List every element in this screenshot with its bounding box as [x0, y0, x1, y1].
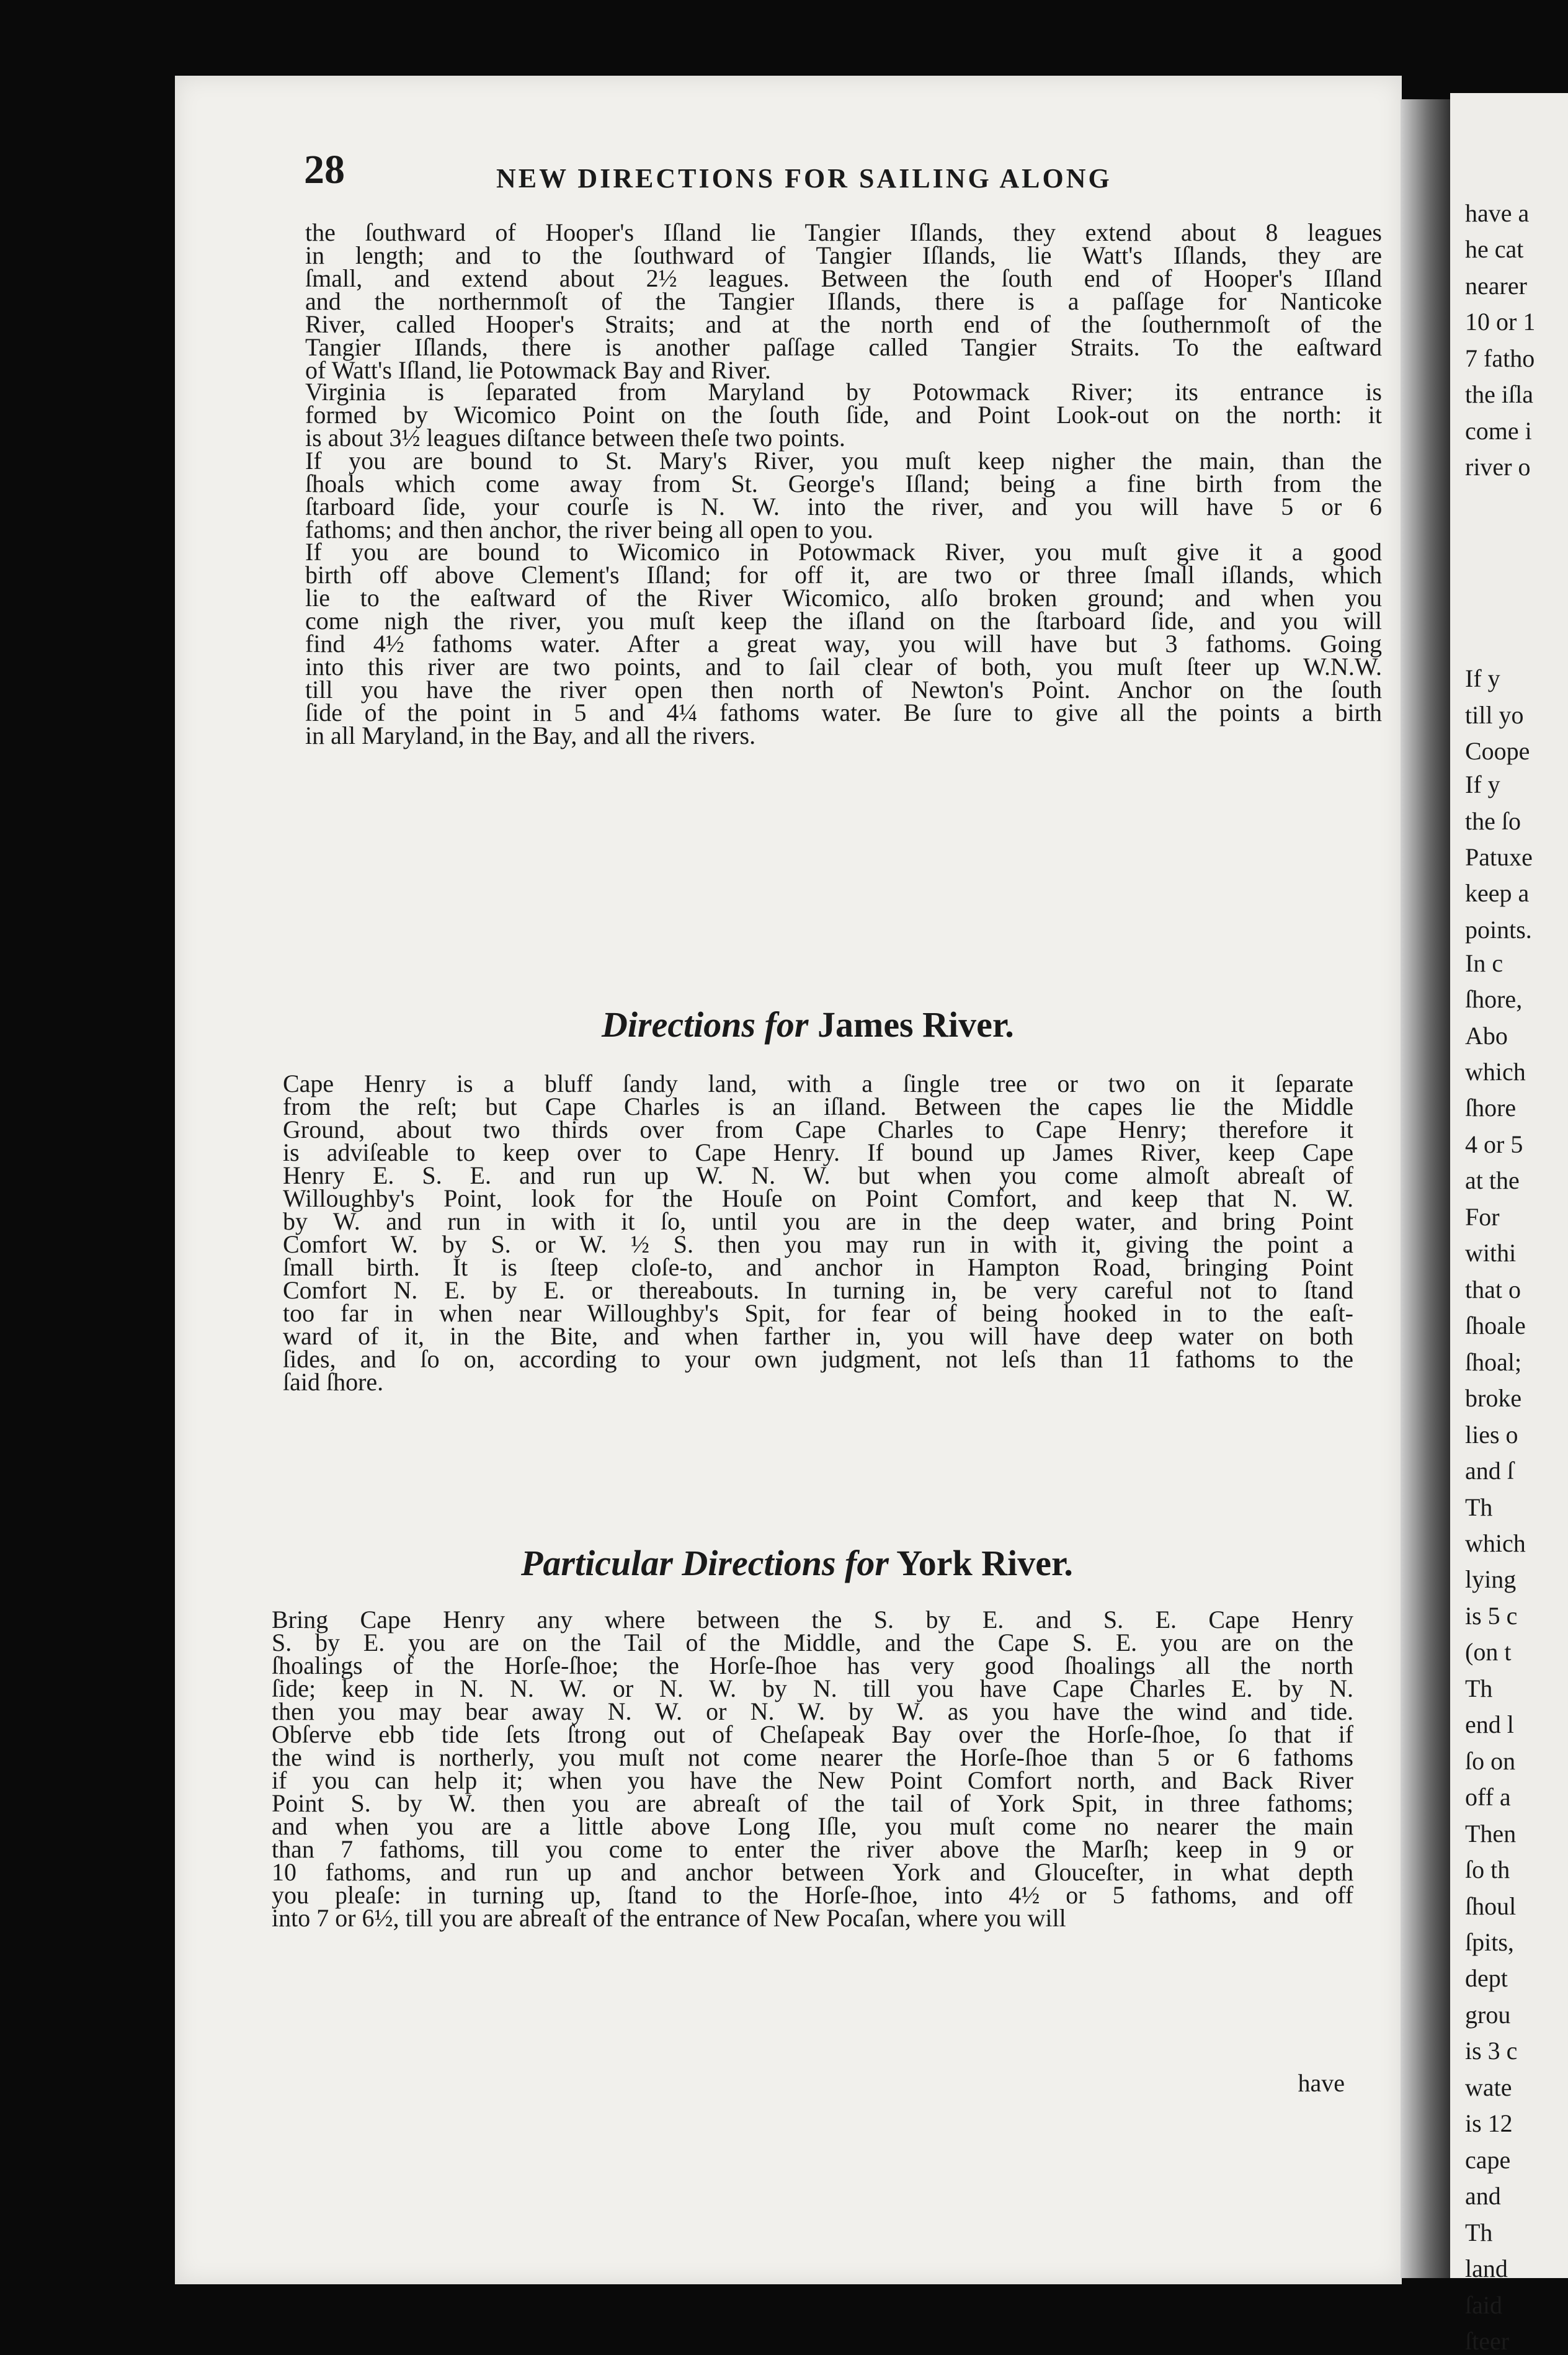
facing-page-fragment: Th — [1465, 2219, 1493, 2246]
facing-page-fragment: lies o — [1465, 1421, 1518, 1449]
facing-page-fragment: For — [1465, 1203, 1500, 1231]
facing-page-fragment: Patuxe — [1465, 843, 1533, 871]
facing-page-fragment: ſaid — [1465, 2291, 1502, 2319]
heading-york-italic: Particular Directions for — [521, 1543, 889, 1583]
facing-page-fragment: end l — [1465, 1710, 1514, 1738]
facing-page-fragment: Then — [1465, 1820, 1517, 1848]
facing-page-fragment: ſhoul — [1465, 1892, 1517, 1920]
text-line: River, called Hooper's Straits; and at the north end of the ſouthernmoſt of the — [305, 310, 1382, 338]
facing-page-fragment: Th — [1465, 1493, 1493, 1521]
text-line: Ground, about two thirds over from Cape Charles to Cape Henry; therefore it — [283, 1115, 1353, 1143]
facing-page-fragment: ſpits, — [1465, 1928, 1514, 1956]
facing-page-fragment: the iſla — [1465, 380, 1533, 408]
text-line: ward of it, in the Bite, and when farther in, you will have deep water on both — [283, 1322, 1353, 1350]
text-line: ſhoals which come away from St. George's Iſland; being a fine birth from the — [305, 470, 1382, 498]
text-line: Comfort W. by S. or W. ½ S. then you may run in with it, giving the point a — [283, 1230, 1353, 1258]
facing-page-fragment: and ſ — [1465, 1457, 1514, 1485]
facing-page-fragment: have a — [1465, 199, 1530, 227]
text-line: S. by E. you are on the Tail of the Middle, and the Cape S. E. you are on the — [272, 1629, 1353, 1656]
text-line: from the reſt; but Cape Charles is an iſland. Between the capes lie the Middle — [283, 1093, 1353, 1120]
facing-page-fragment: 7 fatho — [1465, 344, 1535, 372]
text-line: and when you are a little above Long Iſle, you muſt come no nearer the main — [272, 1812, 1353, 1840]
facing-page-fragment: is 3 c — [1465, 2037, 1518, 2065]
facing-page-fragment: ſteer — [1465, 2327, 1510, 2355]
text-line: ſmall birth. It is ſteep cloſe-to, and anchor in Hampton Road, bringing Point — [283, 1253, 1353, 1281]
facing-page-fragment: come i — [1465, 417, 1532, 445]
text-line: ſhoalings of the Horſe-ſhoe; the Horſe-ſhoe has very good ſhoalings all the north — [272, 1651, 1353, 1679]
text-line: fathoms; and then anchor, the river being all open to you. — [305, 516, 873, 543]
text-line: than 7 fathoms, till you come to enter the river above the Marſh; keep in 9 or — [272, 1835, 1353, 1863]
text-line: into 7 or 6½, till you are abreaſt of the entrance of New Pocaſan, where you will — [272, 1904, 1066, 1932]
paragraph-york-river — [272, 1606, 1353, 1932]
facing-page-fragment: In c — [1465, 949, 1503, 977]
page-number: 28 — [304, 147, 345, 192]
text-line: Comfort N. E. by E. or thereabouts. In turning in, be very careful not to ſtand — [283, 1276, 1353, 1304]
text-line: in length; and to the ſouthward of Tangier Iſlands, lie Watt's Iſlands, they are — [305, 241, 1382, 269]
paragraph-wicomico — [305, 540, 1382, 747]
facing-page-fragment: grou — [1465, 2001, 1511, 2029]
text-line: in all Maryland, in the Bay, and all the rivers. — [305, 722, 756, 749]
text-line: Point S. by W. then you are abreaſt of the tail of York Spit, in three fathoms; — [272, 1789, 1353, 1817]
text-line: then you may bear away N. W. or N. W. by W. as you have the wind and tide. — [272, 1697, 1353, 1725]
facing-page-fragment: If y — [1465, 664, 1500, 692]
text-line: you pleaſe: in turning up, ſtand to the Horſe-ſhoe, into 4½ or 5 fathoms, and off — [272, 1881, 1353, 1909]
facing-page-fragment: (on t — [1465, 1638, 1512, 1666]
text-line: Obſerve ebb tide ſets ſtrong out of Cheſapeak Bay over the Horſe-ſhoe, ſo that if — [272, 1720, 1353, 1748]
text-line: Cape Henry is a bluff ſandy land, with a ſingle tree or two on it ſeparate — [283, 1070, 1353, 1097]
facing-page-fragment: river o — [1465, 453, 1531, 481]
text-line: ſmall, and extend about 2½ leagues. Between the ſouth end of Hooper's Iſland — [305, 264, 1382, 292]
text-line: the wind is northerly, you muſt not come nearer the Horſe-ſhoe than 5 or 6 fathoms — [272, 1743, 1353, 1771]
facing-page-edge — [1450, 93, 1568, 2355]
text-line: the ſouthward of Hooper's Iſland lie Tangier Iſlands, they extend about 8 leagues — [305, 218, 1382, 246]
facing-page-fragment: wate — [1465, 2073, 1512, 2101]
text-line: if you can help it; when you have the New Point Comfort north, and Back River — [272, 1766, 1353, 1794]
facing-page-fragment: 10 or 1 — [1465, 308, 1536, 336]
facing-page-fragment: he cat — [1465, 235, 1524, 263]
text-line: Willoughby's Point, look for the Houſe on Point Comfort, and keep that N. W. — [283, 1184, 1353, 1212]
text-line: ſide; keep in N. N. W. or N. W. by N. till you have Cape Charles E. by N. — [272, 1674, 1353, 1702]
facing-page-fragment: Coope — [1465, 737, 1530, 765]
facing-page-fragment: If y — [1465, 771, 1500, 798]
facing-page-fragment: is 12 — [1465, 2109, 1513, 2137]
paragraph-cape-henry — [283, 1070, 1353, 1396]
text-line: Virginia is ſeparated from Maryland by Potowmack River; its entrance is — [305, 378, 1382, 406]
catchword: have — [1298, 2069, 1345, 2097]
text-line: find 4½ fathoms water. After a great way, you will have but 3 fathoms. Going — [305, 630, 1382, 658]
text-line: formed by Wicomico Point on the ſouth ſide, and Point Look-out on the north: it — [305, 401, 1382, 429]
facing-page-fragment: dept — [1465, 1964, 1508, 1992]
facing-page-fragment: is 5 c — [1465, 1602, 1518, 1630]
facing-page-fragment: till yo — [1465, 701, 1524, 729]
heading-york-roman: York River. — [896, 1543, 1073, 1583]
facing-page-fragment: nearer — [1465, 272, 1527, 300]
facing-page-fragment: broke — [1465, 1384, 1522, 1412]
facing-page-fragment: ſhoale — [1465, 1312, 1526, 1339]
facing-page-fragment: ſhoal; — [1465, 1348, 1522, 1376]
text-line: Bring Cape Henry any where between the S. by E. and S. E. Cape Henry — [272, 1606, 1353, 1633]
text-line: and the northernmoſt of the Tangier Iſlands, there is a paſſage for Nanticoke — [305, 287, 1382, 315]
text-line: ſides, and ſo on, according to your own judgment, not leſs than 11 fathoms to the — [283, 1345, 1353, 1373]
facing-page-fragment: lying — [1465, 1565, 1517, 1593]
text-line: lie to the eaſtward of the River Wicomico, alſo broken ground; and when you — [305, 584, 1382, 612]
facing-page-fragment: ſhore, — [1465, 985, 1523, 1013]
text-line: 10 fathoms, and run up and anchor between York and Glouceſter, in what depth — [272, 1858, 1353, 1886]
text-line: is about 3½ leagues diſtance between theſe two points. — [305, 424, 845, 452]
text-line: is adviſeable to keep over to Cape Henry. If bound up James River, keep Cape — [283, 1138, 1353, 1166]
facing-page-fragment: ſo th — [1465, 1856, 1510, 1884]
text-line: ſtarboard ſide, your courſe is N. W. into the river, and you will have 5 or 6 — [305, 493, 1382, 521]
heading-james-river — [602, 1004, 1014, 1045]
facing-page-fragment: which — [1465, 1058, 1526, 1086]
text-line: till you have the river open then north of Newton's Point. Anchor on the ſouth — [305, 676, 1382, 704]
facing-page-fragment: Abo — [1465, 1022, 1508, 1050]
facing-page-fragment: withi — [1465, 1239, 1517, 1267]
facing-page-fragment: cape — [1465, 2146, 1511, 2174]
facing-page-fragment: which — [1465, 1529, 1526, 1557]
text-line: ſide of the point in 5 and 4¼ fathoms water. Be ſure to give all the points a birth — [305, 699, 1382, 726]
book-gutter — [1401, 99, 1453, 2278]
facing-page-fragment: that o — [1465, 1276, 1521, 1303]
facing-page-fragment: keep a — [1465, 879, 1530, 907]
facing-page-fragment: the ſo — [1465, 807, 1521, 835]
facing-page-fragment: Th — [1465, 1674, 1493, 1702]
heading-york-river — [521, 1542, 1073, 1584]
running-head: NEW DIRECTIONS FOR SAILING ALONG — [496, 163, 1112, 194]
facing-page-fragment: off a — [1465, 1783, 1511, 1811]
heading-james-italic: Directions for — [602, 1004, 809, 1045]
text-line: If you are bound to Wicomico in Potowmack River, you muſt give it a good — [305, 538, 1382, 566]
facing-page-fragment: and — [1465, 2182, 1501, 2210]
text-line: too far in when near Willoughby's Spit, for fear of being hooked in to the eaſt- — [283, 1299, 1353, 1327]
facing-page-fragment: at the — [1465, 1166, 1520, 1194]
paragraph-st-marys-river — [305, 449, 1382, 541]
text-line: of Watt's Iſland, lie Potowmack Bay and River. — [305, 356, 771, 384]
facing-page-fragment: points. — [1465, 916, 1532, 944]
paragraph-virginia — [305, 378, 1382, 452]
text-line: ſaid ſhore. — [283, 1368, 384, 1396]
text-line: birth off above Clement's Iſland; for off it, are two or three ſmall iſlands, which — [305, 561, 1382, 589]
heading-james-roman: James River. — [817, 1004, 1014, 1045]
facing-page-fragment: ſo on — [1465, 1747, 1516, 1775]
text-line: come nigh the river, you muſt keep the iſland on the ſtarboard ſide, and you will — [305, 607, 1382, 635]
text-line: Tangier Iſlands, there is another paſſage called Tangier Straits. To the eaſtward — [305, 333, 1382, 361]
text-line: If you are bound to St. Mary's River, you muſt keep nigher the main, than the — [305, 447, 1382, 475]
facing-page-fragment: ſhore — [1465, 1094, 1517, 1122]
text-line: by W. and run in with it ſo, until you are in the deep water, and bring Point — [283, 1207, 1353, 1235]
facing-page-fragment: land — [1465, 2254, 1508, 2282]
text-line: Henry E. S. E. and run up W. N. W. but when you come almoſt abreaſt of — [283, 1161, 1353, 1189]
text-line: into this river are two points, and to ſail clear of both, you muſt ſteer up W.N.W. — [305, 653, 1382, 681]
paragraph-tangier-islands — [305, 218, 1382, 384]
facing-page-fragment: 4 or 5 — [1465, 1130, 1523, 1158]
